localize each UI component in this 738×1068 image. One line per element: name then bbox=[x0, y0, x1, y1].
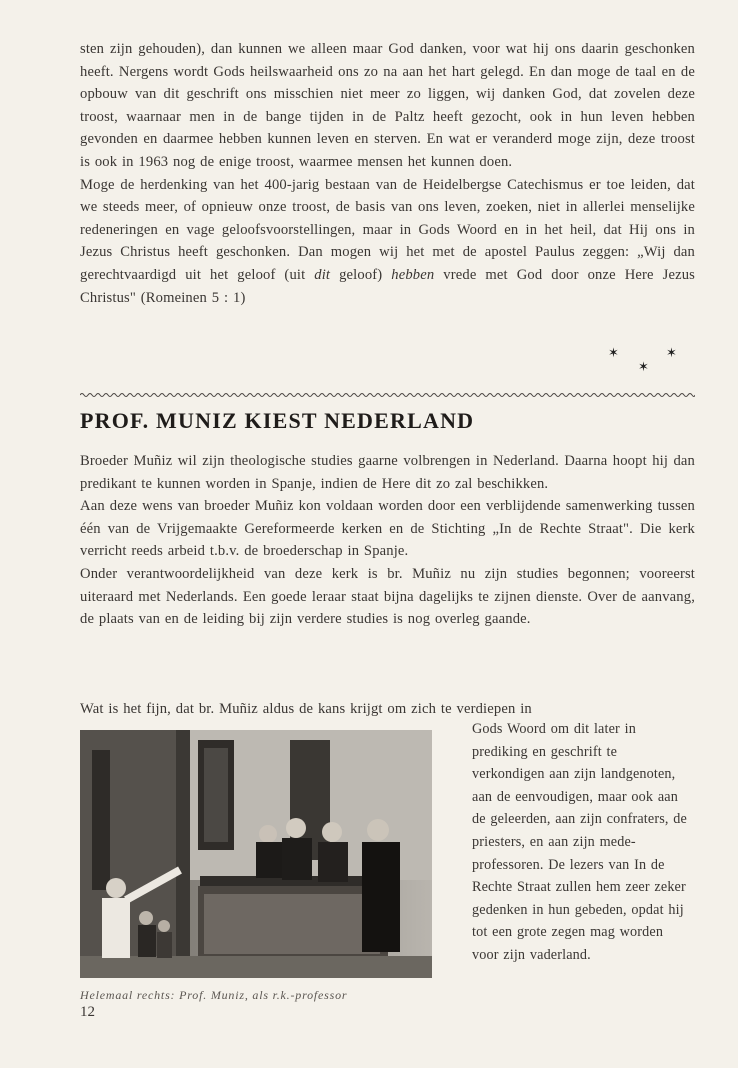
catechism-paragraph-part-1: Moge de herdenking van het 400-jarig bestaan van de Heidelbergse Catechismus er toe leiden, dat we steeds meer, of opnieuw onze troost, de basis van ons leven, zoeken, niet in allerlei menselijke redeneringen en vage geloofsvoorstellingen, maar in Gods Woord en in het heil, dat Hij ons in Jezus Christus heeft geschonken. Dan mogen wij het met de apostel Paulus zeggen: „Wij dan gerechtvaardigd uit het geloof (uit bbox=[80, 176, 695, 283]
catechism-paragraph-part-2: geloof) bbox=[330, 266, 392, 283]
italic-dit: dit bbox=[314, 266, 331, 283]
catechism-paragraph-part-3: vrede met God door onze Here Jezus Christus" (Romeinen 5 : 1) bbox=[80, 266, 695, 306]
photo-caption: Helemaal rechts: Prof. Muniz, als r.k.-professor bbox=[80, 988, 348, 1002]
star-icon: ✶ bbox=[608, 346, 619, 361]
body-paragraph: Onder verantwoordelijkheid van deze kerk is br. Muñiz nu zijn studies begonnen; vooreerst uiteraard met Nederlands. Een goede leraar staat bijna dagelijks te zijnen dienste. Over de aanvang, de plaats van en de leiding bij zijn verdere studies is nog overleg gaande. bbox=[80, 565, 695, 628]
body-paragraph: Broeder Muñiz wil zijn theologische studies gaarne volbrengen in Nederland. Daarna hoopt hij dan predikant te kunnen worden in Spanje, indien de Here dit zo zal beschikken. bbox=[80, 453, 695, 492]
section-divider-stars bbox=[608, 346, 688, 382]
page-number: 12 bbox=[80, 1004, 95, 1020]
article-headline: PROF. MUNIZ KIEST NEDERLAND bbox=[80, 408, 475, 433]
body-paragraph: Aan deze wens van broeder Muñiz kon voldaan worden door een verblijdende samenwerking tussen één van de Vrijgemaakte Gereformeerde kerken en de Stichting „In de Rechte Straat". Die kerk verricht reeds arbeid t.b.v. de broederschap in Spanje. bbox=[80, 498, 695, 560]
wrap-first-line: Wat is het fijn, dat br. Muñiz aldus de kans krijgt om zich te verdiepen in bbox=[80, 701, 532, 717]
wrapped-text-column bbox=[472, 718, 694, 967]
wrapped-text: Gods Woord om dit later in prediking en geschrift te verkondigen aan zijn landgenoten, aan de eenvoudigen, maar ook aan de geleerden, aan zijn confraters, de priesters, en aan zijn mede-professoren. De lezers van In de Rechte Straat zullen hem zeer zeker gedenken in hun gebeden, opdat hij tot een grote zegen mag worden voor zijn vaderland. bbox=[472, 721, 687, 963]
star-icon: ✶ bbox=[666, 346, 677, 361]
photo-block bbox=[80, 730, 432, 978]
intro-paragraph bbox=[80, 38, 695, 309]
lecture-photo bbox=[80, 730, 432, 978]
intro-paragraph-text: sten zijn gehouden), dan kunnen we alleen maar God danken, voor wat hij ons daarin geschonken heeft. Nergens wordt Gods heilswaarheid ons zo na aan het hart gelegd. En dan moge de taal en de opbouw van dit geschrift ons misschien niet meer zo liggen, wij danken God, dat zovelen deze troost, waarnaar men in de bange tijden in de Paltz heeft gezocht, ook in hun leven hebben gevonden en daarmee hebben kunnen leven en sterven. En wat er veranderd moge zijn, deze troost is ook in 1963 nog de enige troost, waarmee mensen het kunnen doen. bbox=[80, 41, 695, 170]
article-body bbox=[80, 450, 695, 631]
wavy-rule bbox=[80, 392, 695, 398]
star-icon: ✶ bbox=[638, 360, 649, 375]
italic-hebben: hebben bbox=[391, 266, 435, 283]
